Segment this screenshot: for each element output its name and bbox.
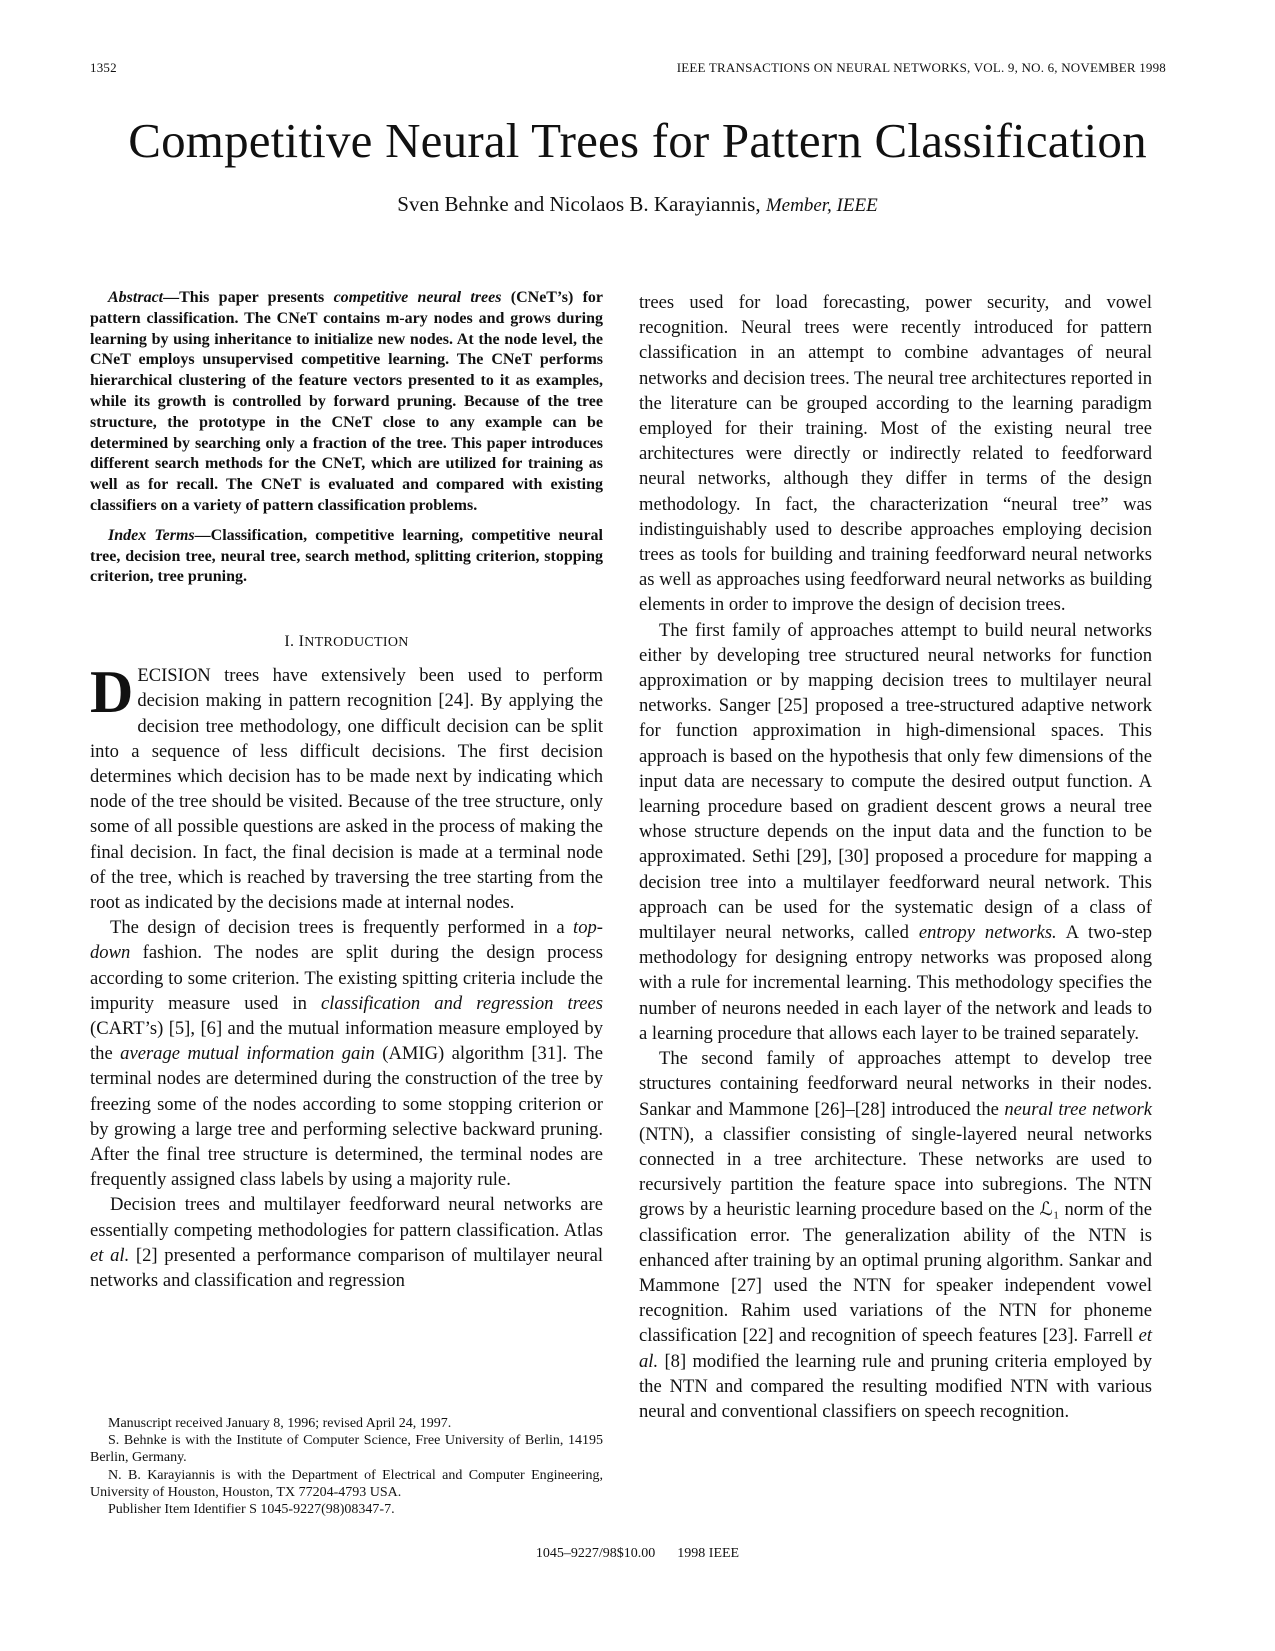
right-column [639, 290, 1152, 1424]
section-title-rest: NTRODUCTION [304, 635, 409, 651]
footnote-publisher-id: Publisher Item Identifier S 1045-9227(98)08347-7. [108, 1502, 395, 1518]
author-names: Sven Behnke and Nicolaos B. Karayiannis, [397, 192, 761, 216]
left-column [90, 288, 603, 1293]
section-heading [90, 633, 603, 651]
p2-text-a: The design of decision trees is frequently performed in a [110, 917, 574, 939]
author-membership: Member, IEEE [765, 195, 878, 216]
p2-text-c: (CART’s) [5], [6] and the mutual information measure employed by the [90, 1018, 603, 1065]
abstract-lead: Abstract [108, 289, 164, 306]
rp3-emphasis-2: et al. [639, 1325, 1152, 1372]
p2-text-b: fashion. The nodes are split during the design process according to some criterion. The existing spitting criteria include the impurity measure used in [90, 942, 603, 1014]
footnote-karayiannis: N. B. Karayiannis is with the Department of Electrical and Computer Engineering, University of Houston, Houston, TX 77204-4793 USA. [90, 1467, 603, 1500]
rp2-text-b: A two-step methodology for designing entropy networks was proposed along with a rule for incremental learning. This methodology specifies the number of neurons needed in each layer of the network and leads to a learning procedure that allows each layer to be trained separately. [639, 922, 1152, 1044]
p2-emphasis-3: average mutual information gain [120, 1043, 375, 1065]
rp3-text-d: [8] modified the learning rule and pruning criteria employed by the NTN and compared the resulting modified NTN with various neural and conventional classifiers on speech recognition. [639, 1350, 1152, 1422]
index-terms-lead: Index Terms [108, 526, 195, 544]
right-paragraph-2 [639, 618, 1152, 1046]
p3-text-b: [2] presented a performance comparison of multilayer neural networks and classification and regression [90, 1244, 603, 1292]
rp2-emphasis: entropy networks. [918, 922, 1057, 944]
abstract-text-1: —This paper presents [163, 289, 334, 306]
p2-text-d: (AMIG) algorithm [31]. The terminal nodes are determined during the construction of the tree by freezing some of the nodes according to some stopping criterion or by growing a large tree and performing selective backward pruning. After the final tree structure is determined, the terminal nodes are frequently assigned class labels by using a majority rule. [90, 1043, 603, 1191]
right-paragraph-3 [639, 1046, 1152, 1424]
journal-header: IEEE TRANSACTIONS ON NEURAL NETWORKS, VOL. 9, NO. 6, NOVEMBER 1998 [676, 60, 1166, 75]
right-paragraph-1: trees used for load forecasting, power security, and vowel recognition. Neural trees were recently introduced for pattern classification in an attempt to combine advantages of neural networks and decision trees. The neural tree architectures reported in the literature can be grouped according to the learning paradigm employed for their training. Most of the existing neural tree architectures were directly or indirectly related to feedforward neural networks, although they differ in terms of the design methodology. In fact, the characterization “neural tree” was indistinguishably used to describe approaches employing decision trees as tools for building and training feedforward neural networks as well as approaches using feedforward neural networks as building elements in order to improve the design of decision trees. [639, 292, 1152, 616]
page-number: 1352 [90, 60, 117, 75]
authors-line [0, 192, 1275, 217]
section-number: I. [284, 633, 295, 651]
p2-emphasis-2: classification and regression trees [321, 992, 603, 1014]
intro-paragraph-2 [90, 915, 603, 1192]
index-terms-text: —Classification, competitive learning, competitive neural tree, decision tree, neural tree, search method, splitting criterion, stopping criterion, tree pruning. [90, 526, 604, 586]
rp2-text-a: The first family of approaches attempt to build neural networks either by developing tree structured neural networks for function approximation or by mapping decision trees to multilayer neural networks. Sanger [25] proposed a tree-structured adaptive network for function approximation in high-dimensional spaces. This approach is based on the hypothesis that only few dimensions of the input data are necessary to compute the desired output function. A learning procedure based on gradient descent grows a neural tree whose structure depends on the input data and the function to be approximated. Sethi [29], [30] proposed a procedure for mapping a decision tree into a multilayer feedforward neural network. This approach can be used for the systematic design of a class of multilayer neural networks, called [639, 619, 1152, 944]
p3-text-a: Decision trees and multilayer feedforward neural networks are essentially competing methodologies for pattern classification. Atlas [90, 1194, 603, 1241]
rp3-text-c: norm of the classification error. The generalization ability of the NTN is enhanced after training by an optimal pruning algorithm. Sankar and Mammone [27] used the NTN for speaker independent vowel recognition. Rahim used variations of the NTN for phoneme classification [22] and recognition of speech features [23]. Farrell [639, 1199, 1152, 1347]
rp3-text-b: (NTN), a classifier consisting of single-layered neural networks connected in a tree architecture. These networks are used to recursively partition the feature space into subregions. The NTN grows by a heuristic learning procedure based on the [639, 1123, 1152, 1221]
footnotes [90, 1415, 603, 1518]
bottom-copyright-line [0, 1546, 1275, 1562]
abstract [90, 288, 603, 517]
article-code: 1045–9227/98$10.00 [535, 1546, 656, 1561]
abstract-text-2: (CNeT’s) for pattern classification. The CNeT contains m-ary nodes and grows during learning by using inheritance to initialize new nodes. At the node level, the CNeT employs unsupervised competitive learning. The CNeT performs hierarchical clustering of the feature vectors presented to it as examples, while its growth is controlled by forward pruning. Because of the tree structure, the prototype in the CNeT close to any example can be determined by searching only a fraction of the tree. This paper introduces different search methods for the CNeT, which are utilized for training as well as for recall. The CNeT is evaluated and compared with existing classifiers on a variety of pattern classification problems. [90, 289, 603, 514]
drop-cap: D [90, 659, 134, 726]
intro-paragraph-3 [90, 1192, 603, 1293]
section-title-initial: I [298, 633, 305, 651]
rp3-math-l1: ℒ₁ [1039, 1199, 1060, 1221]
p2-emphasis-1: top-down [90, 917, 603, 964]
intro-paragraph-1-text: ECISION trees have extensively been used to perform decision making in pattern recognition [24]. By applying the decision tree methodology, one difficult decision can be split into a sequence of less difficult decisions. The first decision determines which decision has to be made next by indicating which node of the tree should be visited. Because of the tree structure, only some of all possible questions are asked in the process of making the final decision. In fact, the final decision is made at a terminal node of the tree, which is reached by traversing the tree starting from the root as indicated by the decisions made at internal nodes. [90, 665, 603, 913]
footnote-manuscript: Manuscript received January 8, 1996; revised April 24, 1997. [108, 1416, 452, 1431]
rp3-text-a: The second family of approaches attempt to develop tree structures containing feedforward neural networks in their nodes. Sankar and Mammone [26]–[28] introduced the [639, 1048, 1152, 1120]
copyright-text: 1998 IEEE [677, 1546, 740, 1561]
abstract-emphasis: competitive neural trees [333, 289, 502, 306]
p3-emphasis: et al. [90, 1244, 130, 1266]
paper-title: Competitive Neural Trees for Pattern Classification [128, 113, 1147, 168]
intro-paragraph-1 [90, 659, 603, 915]
rp3-emphasis-1: neural tree network [1004, 1098, 1152, 1120]
footnote-behnke: S. Behnke is with the Institute of Computer Science, Free University of Berlin, 14195 Berlin, Germany. [90, 1433, 603, 1466]
index-terms [90, 526, 603, 588]
